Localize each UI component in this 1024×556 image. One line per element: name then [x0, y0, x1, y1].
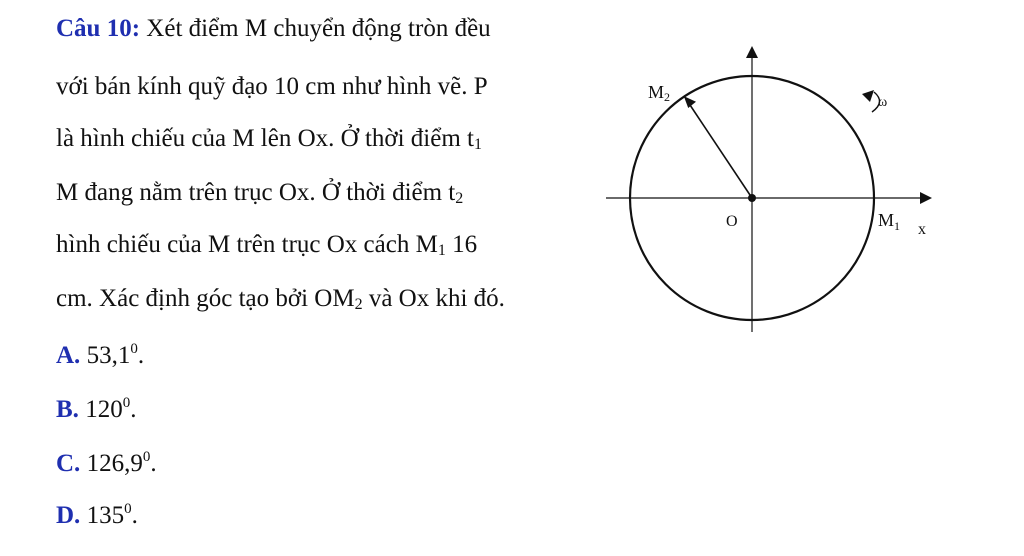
option-b[interactable]	[56, 388, 136, 425]
option-c-letter: C.	[56, 450, 81, 477]
y-axis-arrow-icon	[746, 46, 758, 58]
option-d-value: 135	[80, 502, 125, 529]
om2-arrow-icon	[684, 96, 696, 108]
option-a-value: 53,1	[80, 342, 131, 369]
option-d-letter: D.	[56, 502, 81, 529]
option-a-letter: A.	[56, 342, 81, 369]
option-d-tail: .	[131, 502, 138, 529]
question-text-6: cm. Xác định góc tạo bởi OM	[56, 285, 355, 312]
question-line-3	[56, 124, 482, 160]
subscript-m1: 1	[437, 242, 446, 259]
option-c[interactable]	[56, 442, 157, 479]
question-text-6b: và Ox khi đó.	[362, 285, 505, 312]
omega-arrow-icon	[862, 90, 874, 102]
x-axis-arrow-icon	[920, 192, 932, 204]
option-b-tail: .	[130, 396, 137, 423]
question-text-1: Xét điểm M chuyển động tròn đều	[140, 15, 491, 42]
question-text-4: M đang nằm trên trục Ox. Ở thời điểm t	[56, 179, 456, 206]
option-b-value: 120	[78, 396, 123, 423]
question-line-6	[56, 284, 505, 320]
option-c-tail: .	[150, 450, 157, 477]
x-label: x	[918, 221, 926, 238]
omega-label: ω	[878, 95, 888, 110]
option-c-value: 126,9	[80, 450, 143, 477]
subscript-t1: 1	[474, 136, 482, 153]
origin-label: O	[726, 213, 738, 230]
option-b-letter: B.	[56, 396, 79, 423]
option-d-degree: 0	[124, 501, 132, 517]
circle-motion-figure	[600, 36, 960, 336]
question-line-5	[56, 230, 477, 266]
option-a-degree: 0	[130, 341, 138, 357]
question-text-2: với bán kính quỹ đạo 10 cm như hình vẽ. P	[56, 73, 488, 100]
question-text-3: là hình chiếu của M lên Ox. Ở thời điểm t	[56, 125, 474, 152]
question-text-5b: 16	[445, 231, 478, 258]
question-number: Câu 10:	[56, 15, 141, 42]
subscript-t2: 2	[455, 190, 464, 207]
m1-label: $M_1$	[878, 210, 901, 233]
question-line-2	[56, 72, 488, 102]
question-line-4	[56, 178, 463, 214]
om2-vector	[688, 102, 752, 198]
option-a-tail: .	[137, 342, 145, 369]
option-a[interactable]	[56, 334, 144, 371]
option-c-degree: 0	[142, 449, 151, 465]
question-line-1	[56, 14, 491, 44]
question-text-5: hình chiếu của M trên trục Ox cách M	[56, 231, 438, 258]
option-b-degree: 0	[122, 395, 131, 411]
m2-label: M2	[648, 82, 671, 104]
option-d[interactable]	[56, 494, 138, 531]
subscript-om2: 2	[354, 296, 363, 313]
